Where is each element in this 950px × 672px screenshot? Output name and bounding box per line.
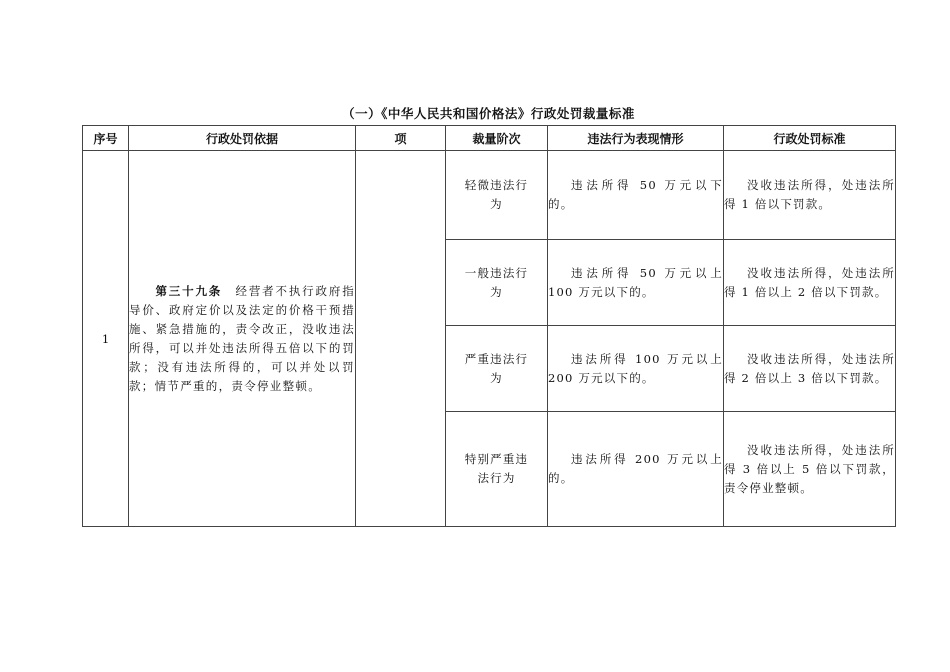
basis-cell [129,151,356,527]
level-text: 一般违法行为 [464,265,529,299]
situation-cell: 违法所得 200 万元以上的。 [548,412,724,527]
document-title: （一）《中华人民共和国价格法》行政处罚裁量标准 [342,106,635,121]
standard-cell: 没收违法所得，处违法所得 3 倍以上 5 倍以下罚款，责令停业整顿。 [724,412,896,527]
standard-cell: 没收违法所得，处违法所得 2 倍以上 3 倍以下罚款。 [724,326,896,412]
header-basis: 行政处罚依据 [129,126,356,151]
header-level: 裁量阶次 [446,126,548,151]
level-cell [446,151,548,240]
level-text: 严重违法行为 [464,351,529,385]
level-text: 特别严重违法行为 [464,452,529,485]
situation-cell: 违法所得 100 万元以上 200 万元以下的。 [548,326,724,412]
header-item: 项 [356,126,446,151]
header-serial: 序号 [83,126,129,151]
header-situation: 违法行为表现情形 [548,126,724,151]
article-text: 经营者不执行政府指导价、政府定价以及法定的价格干预措施、紧急措施的，责令改正，没收违法所得，可以并处违法所得五倍以下的罚款；没有违法所得的，可以并处以罚款；情节严重的，责令停业整顿。 [129,283,355,393]
standard-cell: 没收违法所得，处违法所得 1 倍以下罚款。 [724,151,896,240]
table-header-row [83,126,896,151]
item-cell [356,151,446,527]
basis-text [129,282,355,396]
standard-cell: 没收违法所得，处违法所得 1 倍以上 2 倍以下罚款。 [724,240,896,326]
table-row [83,151,896,240]
level-text: 轻微违法行为 [464,178,529,211]
article-number: 第三十九条 [155,283,223,298]
level-cell [446,412,548,527]
level-cell [446,326,548,412]
level-cell [446,240,548,326]
situation-cell: 违法所得 50 万元以上 100 万元以下的。 [548,240,724,326]
header-standard: 行政处罚标准 [724,126,896,151]
situation-cell: 违法所得 50 万元以下的。 [548,151,724,240]
penalty-standard-table [82,125,896,527]
serial-cell: 1 [83,151,129,527]
